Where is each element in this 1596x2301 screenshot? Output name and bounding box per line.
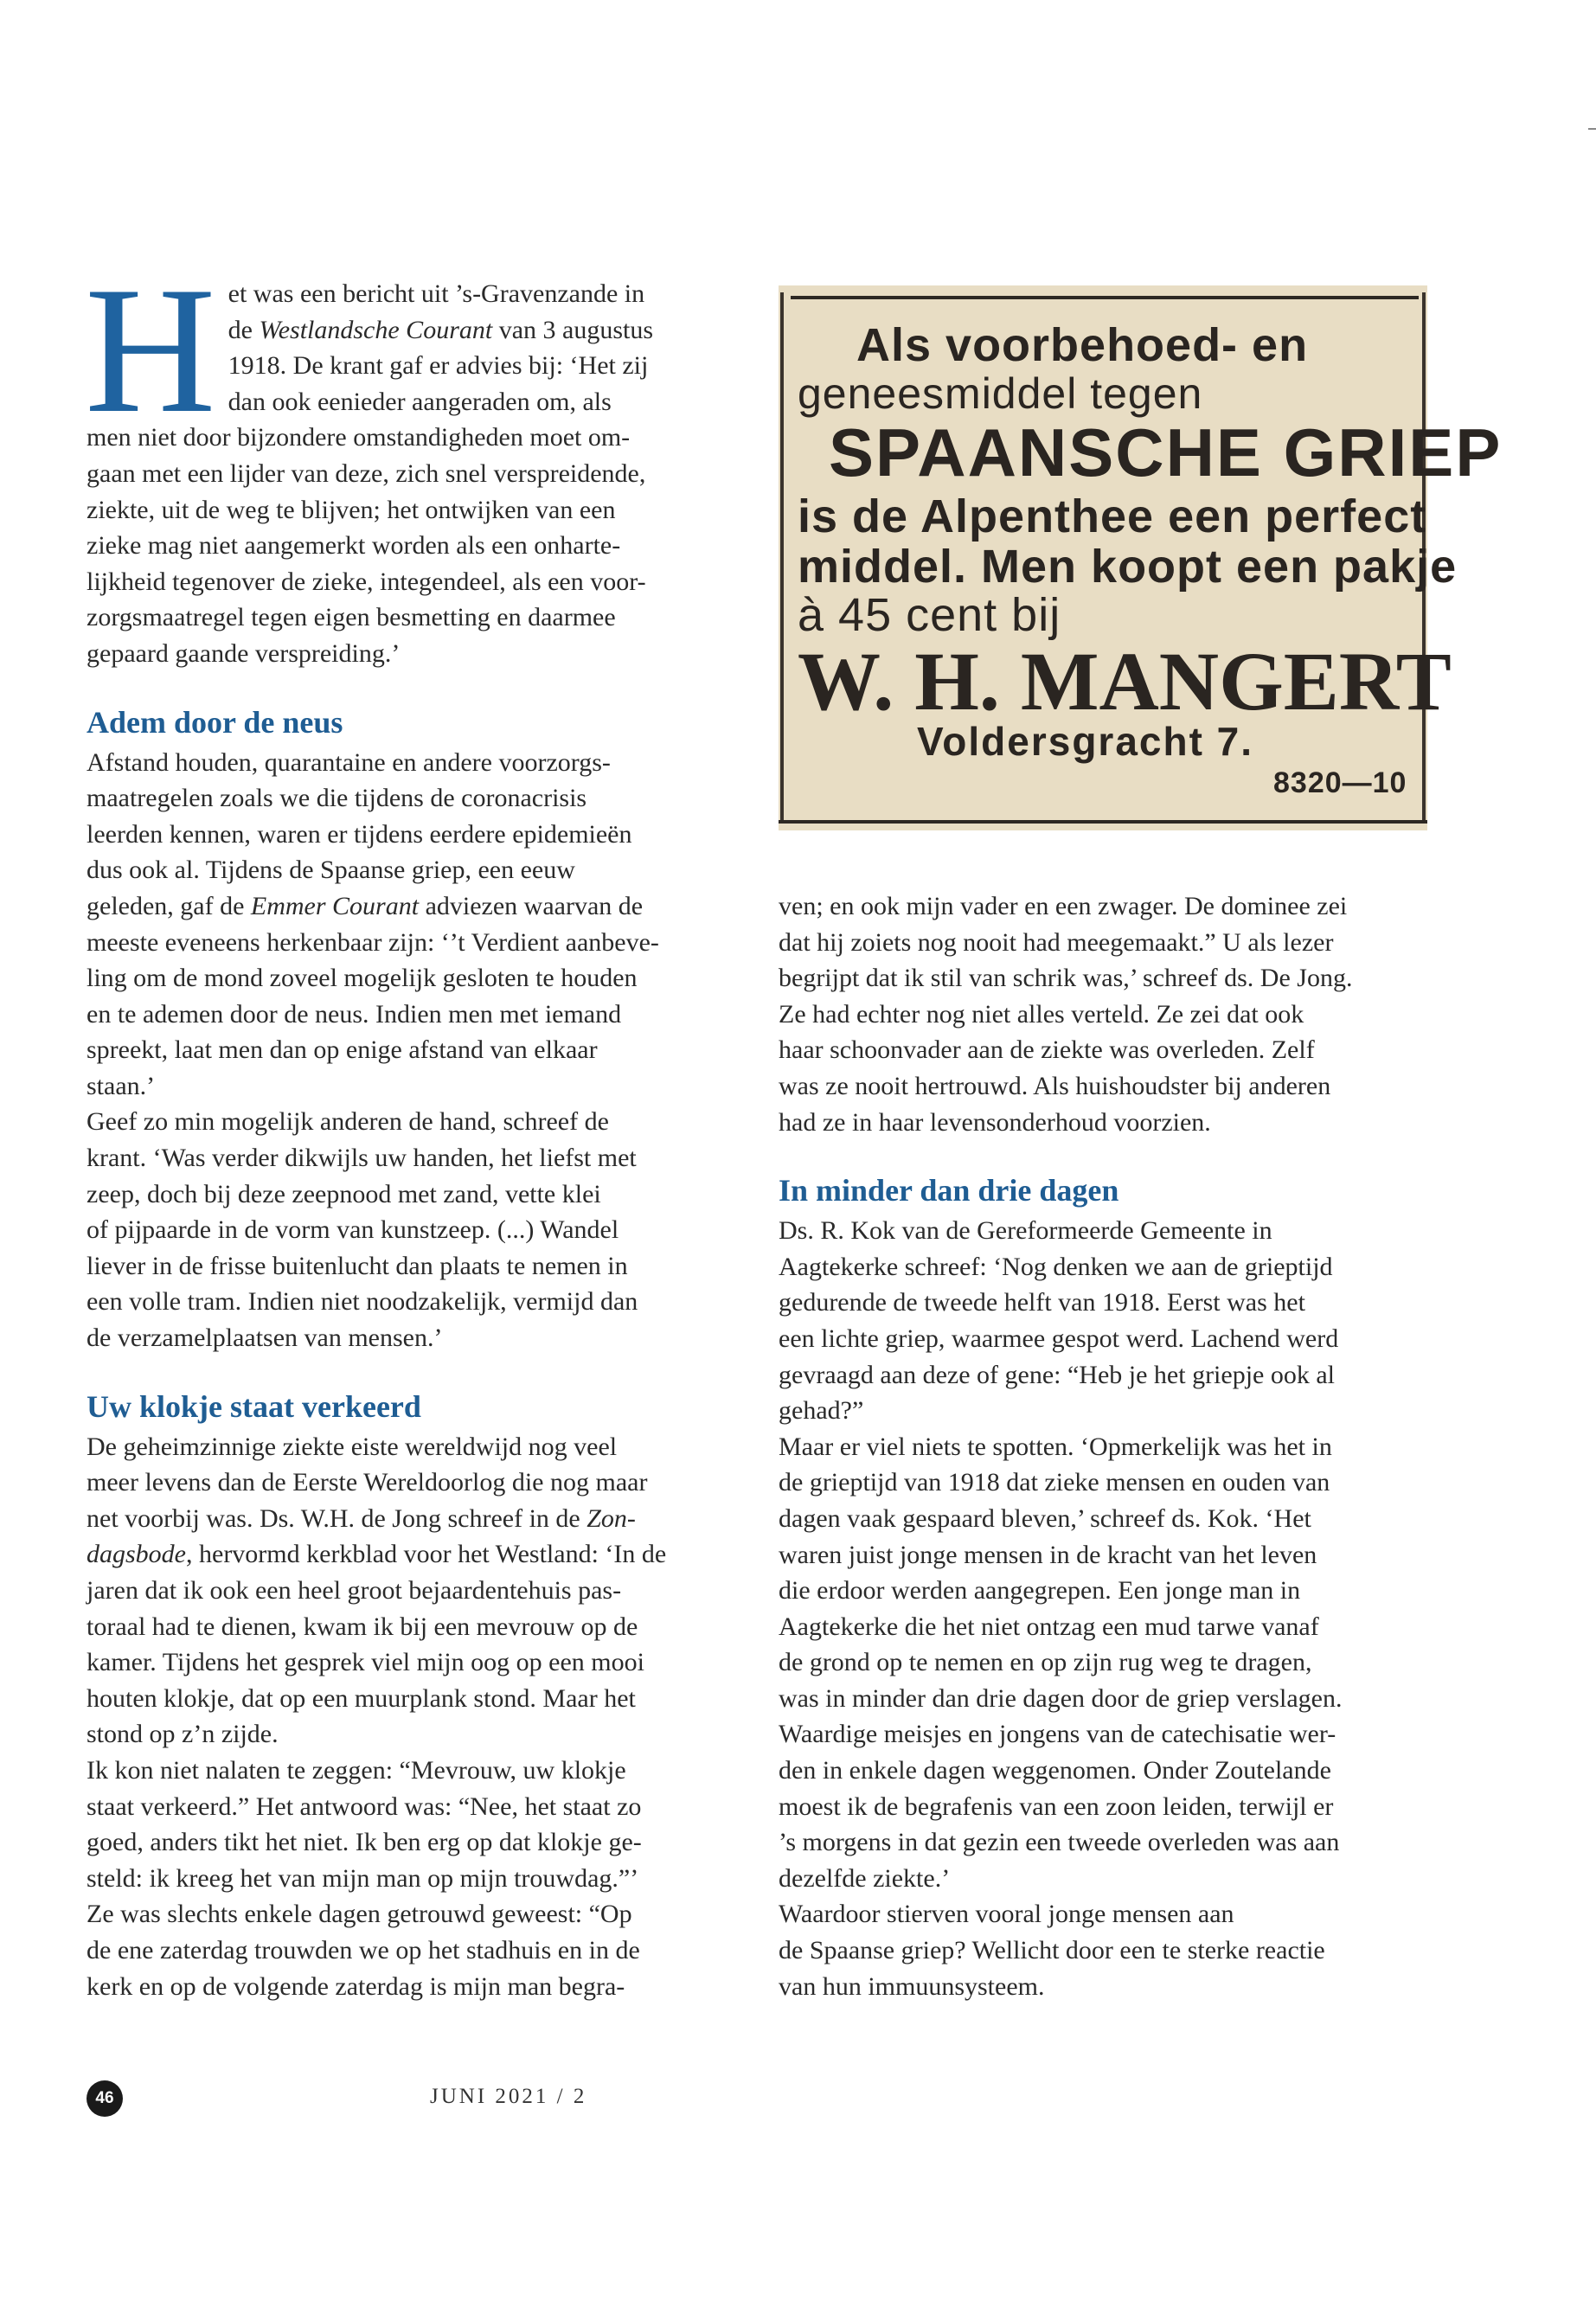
text-line: een lichte griep, waarmee gespot werd. Lachend werd — [779, 1324, 1339, 1353]
text-line: dagsbode, hervormd kerkblad voor het Westland: ‘In de — [87, 1540, 667, 1569]
text-line: was in minder dan drie dagen door de griep verslagen. — [779, 1683, 1343, 1713]
text-line: de grieptijd van 1918 dat zieke mensen en ouden van — [779, 1468, 1330, 1497]
text-line: 1918. De krant gaf er advies bij: ‘Het zij — [228, 351, 649, 381]
text-line: moest ik de begrafenis van een zoon leiden, terwijl er — [779, 1791, 1334, 1821]
text-line: spreekt, laat men dan op enige afstand van elkaar — [87, 1035, 598, 1065]
text-line: ling om de mond zoveel mogelijk gesloten te houden — [87, 964, 638, 993]
text-line: ’s morgens in dat gezin een tweede overleden was aan — [779, 1828, 1340, 1857]
text-line: leerden kennen, waren er tijdens eerdere epidemieën — [87, 819, 632, 849]
text-line: zieke mag niet aangemerkt worden als een onharte- — [87, 531, 621, 561]
text-line: Maar er viel niets te spotten. ‘Opmerkelijk was het in — [779, 1432, 1332, 1461]
text-line: een volle tram. Indien niet noodzakelijk, vermijd dan — [87, 1287, 638, 1317]
ad-border — [780, 292, 784, 820]
text-line: ziekte, uit de weg te blijven; het ontwijken van een — [87, 495, 616, 524]
drop-cap: H — [85, 250, 216, 451]
ad-headline: SPAANSCHE GRIEP — [829, 414, 1503, 490]
text-line: toraal had te dienen, kwam ik bij een mevrouw op de — [87, 1612, 638, 1641]
continued-paragraph — [779, 888, 1436, 1140]
text-line: Ds. R. Kok van de Gereformeerde Gemeente in — [779, 1216, 1272, 1246]
text-line: was ze nooit hertrouwd. Als huishoudster bij anderen — [779, 1071, 1331, 1100]
publication-name: Zon- — [586, 1503, 636, 1533]
text-line: dan ook eenieder aangeraden om, als — [228, 387, 612, 416]
text-line: de Spaanse griep? Wellicht door een te sterke reactie — [779, 1936, 1325, 1965]
text-line: de grond op te nemen en op zijn rug weg te dragen, — [779, 1648, 1312, 1677]
right-column — [779, 888, 1436, 2004]
text-line: zeep, doch bij deze zeepnood met zand, vette klei — [87, 1179, 601, 1208]
ad-line: à 45 cent bij — [798, 589, 1061, 641]
text-line: dus ook al. Tijdens de Spaanse griep, een eeuw — [87, 856, 575, 885]
text-line: dat hij zoiets nog nooit had meegemaakt.” U als lezer — [779, 927, 1334, 957]
text-line: Waardige meisjes en jongens van de catechisatie wer- — [779, 1720, 1336, 1749]
text-line: zorgsmaatregel tegen eigen besmetting en daarmee — [87, 603, 616, 632]
text-line: Ze was slechts enkele dagen getrouwd geweest: “Op — [87, 1900, 632, 1929]
text-line: liever in de frisse buitenlucht dan plaats te nemen in — [87, 1251, 628, 1280]
text-line: ven; en ook mijn vader en een zwager. De dominee zei — [779, 892, 1348, 920]
section-body — [87, 1429, 744, 2005]
left-column — [85, 250, 744, 2004]
text-line: goed, anders tikt het niet. Ik ben erg op dat klokje ge- — [87, 1828, 642, 1857]
text-line: Aagtekerke die het niet ontzag een mud tarwe vanaf — [779, 1612, 1319, 1641]
page-number-badge: 46 — [87, 2080, 123, 2117]
text-line: den in enkele dagen weggenomen. Onder Zoutelande — [779, 1756, 1331, 1785]
ad-line: middel. Men koopt een pakje — [798, 541, 1458, 593]
text-line: begrijpt dat ik stil van schrik was,’ schreef ds. De Jong. — [779, 964, 1353, 993]
section-body — [779, 1213, 1436, 2004]
text-line: Afstand houden, quarantaine en andere voorzorgs- — [87, 747, 611, 777]
text-line: men niet door bijzondere omstandigheden moet om- — [87, 423, 631, 452]
text-line: of pijpaarde in de vorm van kunstzeep. (...) Wandel — [87, 1215, 619, 1245]
text-line: dagen vaak gespaard bleven,’ schreef ds. Kok. ‘Het — [779, 1503, 1311, 1533]
text-line: en te ademen door de neus. Indien men met iemand — [87, 999, 622, 1029]
text-line: die erdoor werden aangegrepen. Een jonge man in — [779, 1576, 1301, 1606]
issue-label: JUNI 2021 / 2 — [430, 2085, 587, 2108]
text-line: krant. ‘Was verder dikwijls uw handen, het liefst met — [87, 1144, 637, 1173]
text-line: geleden, gaf de Emmer Courant adviezen waarvan de — [87, 891, 644, 920]
text-line: de ene zaterdag trouwden we op het stadhuis en in de — [87, 1935, 640, 1965]
text-line: had ze in haar levensonderhoud voorzien. — [779, 1107, 1211, 1137]
text-line: net voorbij was. Ds. W.H. de Jong schreef in de Zon- — [87, 1503, 636, 1533]
text-line: De geheimzinnige ziekte eiste wereldwijd nog veel — [87, 1432, 618, 1461]
text-line: maatregelen zoals we die tijdens de coronacrisis — [87, 784, 587, 813]
ad-code: 8320—10 — [1273, 766, 1407, 799]
ad-line: Als voorbehoed- en — [856, 319, 1309, 371]
crop-mark — [1588, 128, 1596, 130]
ad-address: Voldersgracht 7. — [917, 719, 1254, 764]
text-line: haar schoonvader aan de ziekte was overleden. Zelf — [779, 1035, 1315, 1065]
section-heading: In minder dan drie dagen — [779, 1173, 1119, 1208]
text-line: gehad?” — [779, 1396, 864, 1426]
text-line: jaren dat ik ook een heel groot bejaardentehuis pas- — [87, 1576, 622, 1605]
intro-paragraph — [85, 250, 744, 672]
text-line: Ik kon niet nalaten te zeggen: “Mevrouw, uw klokje — [87, 1755, 626, 1785]
section-body — [87, 745, 744, 1356]
ad-rule — [779, 820, 1427, 824]
newspaper-advertisement — [779, 285, 1503, 830]
text-line: stond op z’n zijde. — [87, 1720, 279, 1749]
text-line: et was een bericht uit ’s-Gravenzande in — [228, 279, 645, 308]
text-line: gedurende de tweede helft van 1918. Eerst was het — [779, 1288, 1305, 1317]
text-line: houten klokje, dat op een muurplank stond. Maar het — [87, 1683, 636, 1713]
text-line: gaan met een lijder van deze, zich snel verspreidende, — [87, 458, 646, 488]
text-line: staan.’ — [87, 1071, 156, 1100]
text-line: de Westlandsche Courant van 3 augustus — [228, 315, 654, 344]
text-line: dezelfde ziekte.’ — [779, 1863, 951, 1893]
text-line: kamer. Tijdens het gesprek viel mijn oog op een mooi — [87, 1648, 644, 1677]
text-line: meeste eveneens herkenbaar zijn: ‘’t Verdient aanbeve- — [87, 927, 659, 957]
section-heading: Uw klokje staat verkeerd — [87, 1388, 421, 1424]
text-line: kerk en op de volgende zaterdag is mijn man begra- — [87, 1971, 625, 2001]
text-line: van hun immuunsysteem. — [779, 1971, 1045, 2001]
newspaper-name: Westlandsche Courant — [259, 315, 493, 344]
ad-line: geneesmiddel tegen — [798, 369, 1203, 418]
text-line: Aagtekerke schreef: ‘Nog denken we aan de grieptijd — [779, 1252, 1333, 1281]
text-line: Ze had echter nog niet alles verteld. Ze zei dat ook — [779, 999, 1304, 1029]
text-line: steld: ik kreeg het van mijn man op mijn trouwdag.”’ — [87, 1863, 639, 1893]
text-line: lijkheid tegenover de zieke, integendeel, als een voor- — [87, 567, 646, 596]
ad-rule — [791, 296, 1419, 299]
text-line: gevraagd aan deze of gene: “Heb je het griepje ook al — [779, 1360, 1336, 1389]
ad-line: is de Alpenthee een perfect — [798, 490, 1427, 542]
newspaper-name: Emmer Courant — [250, 891, 420, 920]
text-line: staat verkeerd.” Het antwoord was: “Nee, het staat zo — [87, 1791, 642, 1821]
text-line: Geef zo min mogelijk anderen de hand, schreef de — [87, 1107, 609, 1137]
text-line: waren juist jonge mensen in de kracht van het leven — [779, 1540, 1317, 1569]
publication-name: dagsbode — [87, 1540, 186, 1569]
section-heading: Adem door de neus — [87, 704, 343, 740]
text-line: Waardoor stierven vooral jonge mensen aan — [779, 1900, 1234, 1929]
text-line: gepaard gaande verspreiding.’ — [87, 638, 401, 668]
text-line: meer levens dan de Eerste Wereldoorlog die nog maar — [87, 1468, 648, 1497]
text-line: de verzamelplaatsen van mensen.’ — [87, 1324, 443, 1353]
ad-shop-name: W. H. MANGERT — [798, 635, 1452, 727]
